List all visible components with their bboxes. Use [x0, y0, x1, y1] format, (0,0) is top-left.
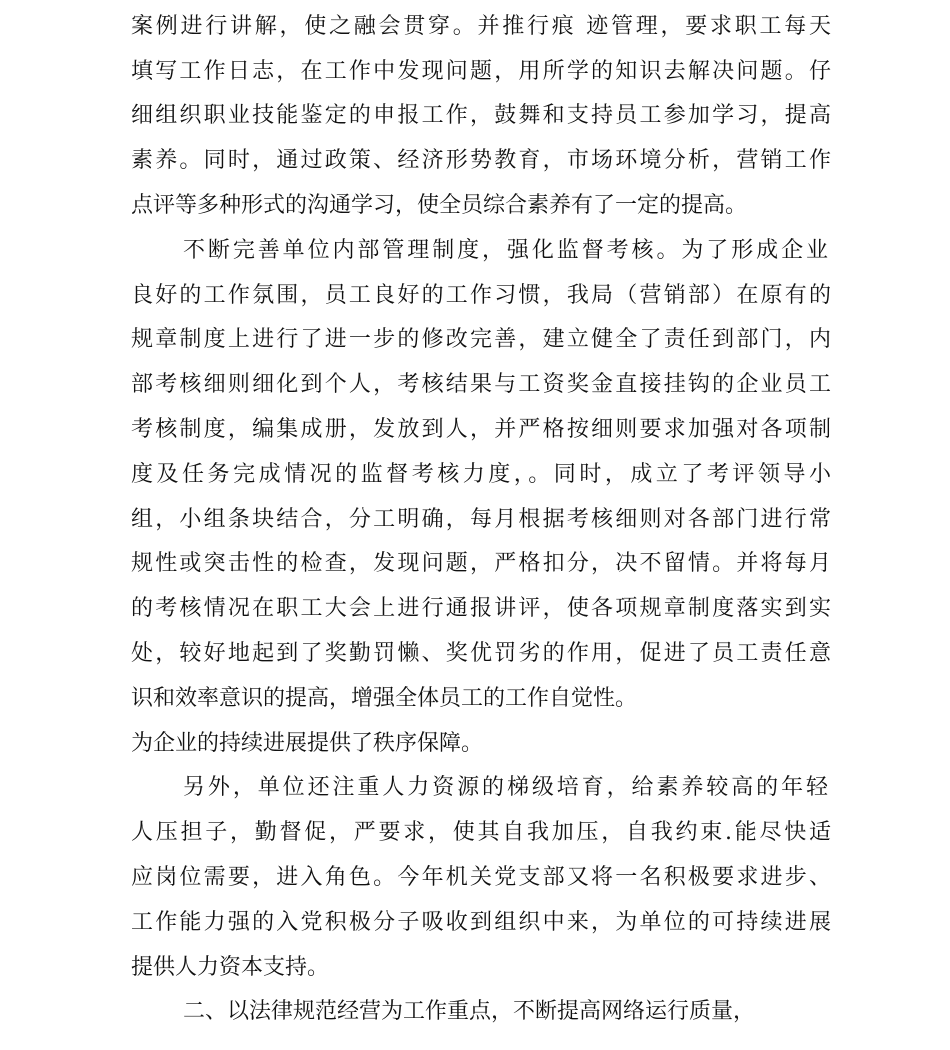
text-line: 规性或突击性的检查，发现问题，严格扣分，决不留情。并将每月: [131, 551, 831, 576]
text-line: 考核制度，编集成册，发放到人，并严格按细则要求加强对各项制: [131, 417, 831, 442]
text-line: 部考核细则细化到个人，考核结果与工资奖金直接挂钩的企业员工: [131, 372, 831, 397]
text-line: 度及任务完成情况的监督考核力度，。同时，成立了考评领导小: [131, 462, 831, 487]
text-line: 填写工作日志，在工作中发现问题，用所学的知识去解决问题。仔: [131, 59, 831, 84]
text-line: 良好的工作氛围，员工良好的工作习惯，我局（营销部）在原有的: [131, 283, 831, 308]
text-line: 提供人力资本支持。: [131, 955, 330, 980]
paragraph-first-line: 另外，单位还注重人力资源的梯级培育，给素养较高的年轻: [183, 775, 828, 800]
text-line: 处，较好地起到了奖勤罚懒、奖优罚劣的作用，促进了员工责任意: [131, 641, 831, 666]
paragraph-first-line: 不断完善单位内部管理制度，强化监督考核。为了形成企业: [183, 238, 828, 263]
text-line: 人压担子，勤督促，严要求，使其自我加压，自我约束.能尽快适: [131, 820, 831, 845]
text-line: 的考核情况在职工大会上进行通报讲评，使各项规章制度落实到实: [131, 596, 831, 621]
text-line: 案例进行讲解，使之融会贯穿。并推行痕 迹管理，要求职工每天: [131, 14, 831, 39]
text-line: 组，小组条块结合，分工明确，每月根据考核细则对各部门进行常: [131, 507, 831, 532]
text-line: 规章制度上进行了进一步的修改完善，建立健全了责任到部门，内: [131, 327, 831, 352]
text-line: 应岗位需要，进入角色。今年机关党支部又将一名积极要求进步、: [131, 865, 831, 890]
text-line: 工作能力强的入党积极分子吸收到组织中来，为单位的可持续进展: [131, 910, 831, 935]
text-line: 细组织职业技能鉴定的申报工作，鼓舞和支持员工参加学习，提高: [131, 103, 831, 128]
text-line: 点评等多种形式的沟通学习，使全员综合素养有了一定的提高。: [131, 193, 748, 218]
text-line: 素养。同时，通过政策、经济形势教育，市场环境分析，营销工作: [131, 148, 831, 173]
text-line: 为企业的持续进展提供了秩序保障。: [131, 731, 484, 756]
section-heading: 二、以法律规范经营为工作重点，不断提高网络运行质量，: [183, 999, 756, 1024]
text-line: 识和效率意识的提高，增强全体员工的工作自觉性。: [131, 686, 638, 711]
